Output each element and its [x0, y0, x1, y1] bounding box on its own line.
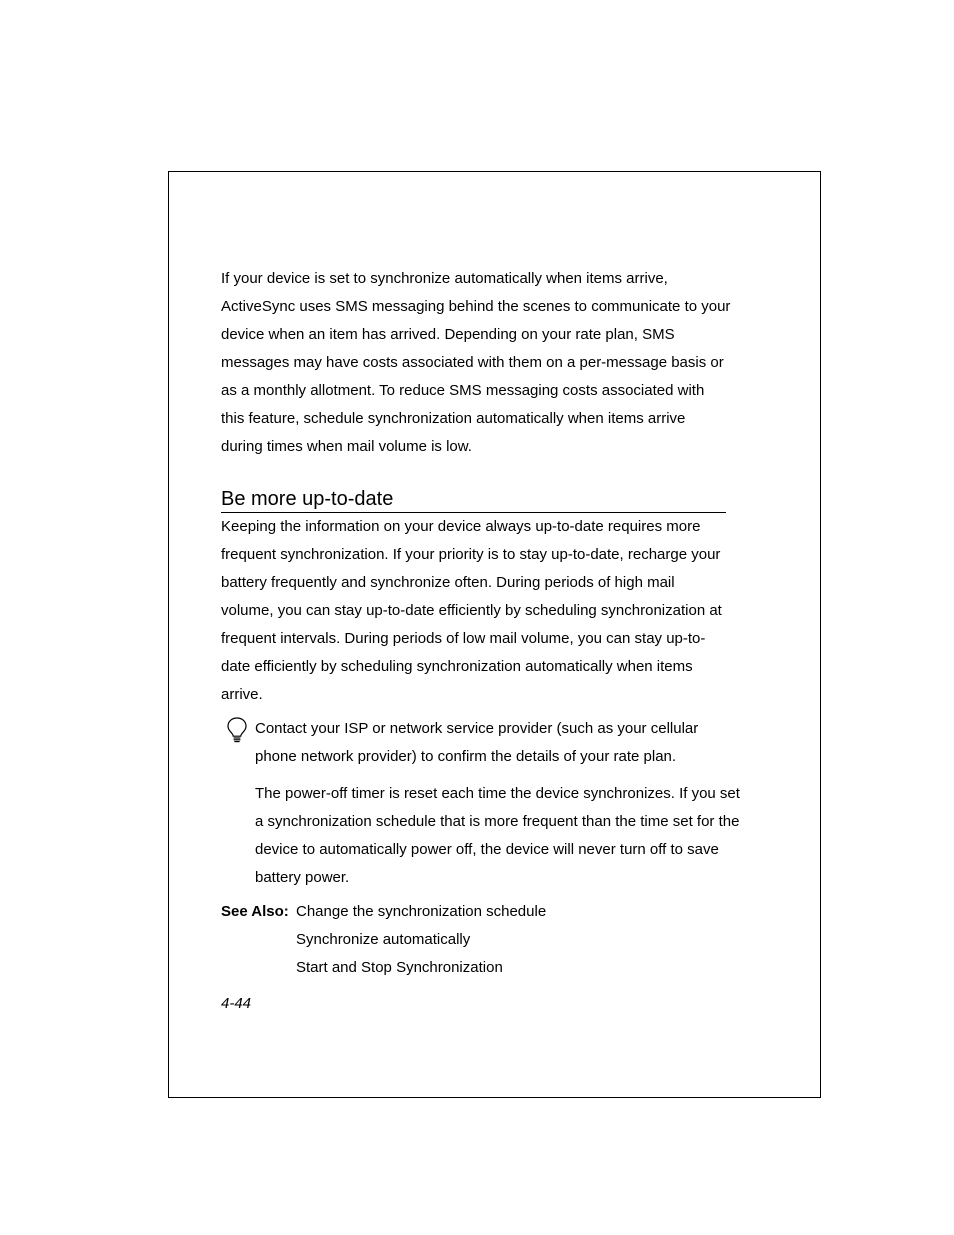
lightbulb-icon	[225, 716, 249, 744]
see-also-label: See Also:	[221, 903, 289, 920]
tip-block	[221, 715, 741, 771]
see-also-item[interactable]: Synchronize automatically	[296, 931, 471, 948]
section-heading: Be more up-to-date	[221, 486, 726, 513]
see-also	[221, 898, 741, 976]
see-also-item[interactable]: Change the synchronization schedule	[296, 903, 547, 920]
see-also-item[interactable]: Start and Stop Synchronization	[296, 959, 503, 976]
tip-text: Contact your ISP or network service provider (such as your cellular phone network provider) to confirm the details of your rate plan.	[255, 720, 699, 765]
page-content	[221, 265, 741, 976]
intro-paragraph: If your device is set to synchronize automatically when items arrive, ActiveSync uses SMS messaging behind the scenes to communicate to your device when an item has arrived. Depending on your rate plan, SMS messages may have costs associated with them on a per-message basis or as a monthly allotment. To reduce SMS messaging costs associated with this feature, schedule synchronization automatically when items arrive during times when mail volume is low.	[221, 270, 731, 455]
see-also-list	[296, 898, 546, 982]
tip-note: The power-off timer is reset each time the device synchronizes. If you set a synchronization schedule that is more frequent than the time set for the device to automatically power off, the device will never turn off to save battery power.	[255, 785, 740, 886]
section-paragraph: Keeping the information on your device always up-to-date requires more frequent synchronization. If your priority is to stay up-to-date, recharge your battery frequently and synchronize often. During periods of high mail volume, you can stay up-to-date efficiently by scheduling synchronization at frequent intervals. During periods of low mail volume, you can stay up-to-date efficiently by scheduling synchronization automatically when items arrive.	[221, 518, 722, 703]
page-number: 4-44	[221, 995, 252, 1012]
